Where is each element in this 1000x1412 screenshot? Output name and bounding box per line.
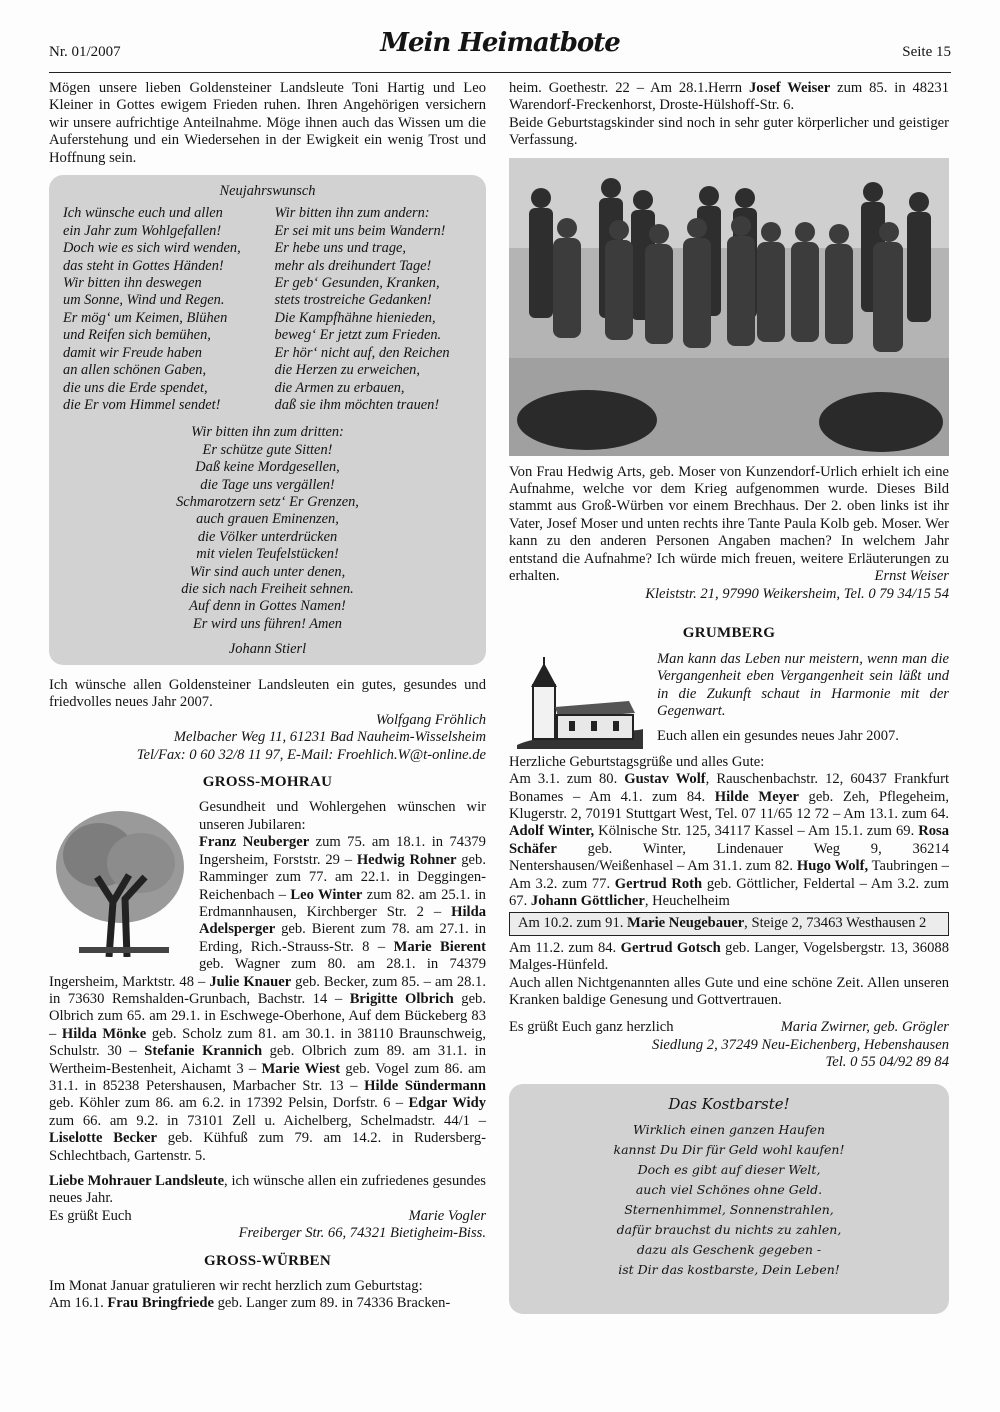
poem-line: Wir bitten ihn zum dritten: <box>191 424 344 441</box>
kostbarste-line: kannst Du Dir für Geld wohl kaufen! <box>613 1141 845 1157</box>
poem-line: die Herzen zu erweichen, <box>274 362 420 379</box>
poem-stanza-3 <box>63 424 472 633</box>
poem-line: die Tage uns vergällen! <box>200 476 335 493</box>
jubilee-details: Taubringen – Am 3.2. zum 77. <box>509 858 949 892</box>
kostbarste-box <box>509 1084 949 1314</box>
mohrau-address: Freiberger Str. 66, 74321 Bietigheim-Biss. <box>238 1225 486 1242</box>
poem-line: mit vielen Teufelstücken! <box>196 546 339 563</box>
box-post: , Steige 2, 73463 Westhausen 2 <box>744 915 927 932</box>
poem-box <box>49 175 486 665</box>
poem-line: ein Jahr zum Wohlgefallen! <box>63 222 222 239</box>
poem-line: daß sie ihm möchten trauen! <box>274 396 440 413</box>
jubilee-details: geb. Vogel zum 86. am 31.1. in 85238 Petershausen, Marbacher Str. 13 – <box>49 1060 486 1094</box>
mohrau-greeting-text: , ich wünsche allen ein zufriedenes gesundes neues Jahr. <box>49 1173 486 1207</box>
masthead-logo: Mein Heimatbote <box>380 28 620 58</box>
poem-line: beweg‘ Er jetzt zum Frieden. <box>274 327 442 344</box>
jubilee-name: Leo Winter <box>290 886 363 903</box>
grumberg-bye: Es grüßt Euch ganz herzlich <box>509 1019 674 1036</box>
jubilee-name: Hilda Adelsperger <box>199 903 486 938</box>
kostbarste-line: dazu als Geschenk gegeben - <box>636 1241 822 1257</box>
jubilee-details: , Rauschenbachstr. 12, 60437 Frankfurt Bonames – Am 4.1. zum 84. <box>509 771 949 805</box>
jubilee-name: Marie Wiest <box>261 1060 341 1077</box>
cont-pre: heim. Goethestr. 22 – Am 28.1.Herrn <box>509 80 749 96</box>
mohrau-greeting-bold: Liebe Mohrauer Landsleute <box>49 1173 225 1189</box>
poem-line: stets trostreiche Gedanken! <box>274 292 432 309</box>
left-column <box>49 80 486 1313</box>
wuerben-continued-2: Beide Geburtstagskinder sind noch in sehr guter körperlicher und geistiger Verfassung. <box>509 114 949 149</box>
jubilee-name: Julie Knauer <box>209 973 292 990</box>
poem-line: damit wir Freude haben <box>63 344 202 361</box>
poem-title: Neujahrswunsch <box>219 183 316 200</box>
mohrau-greeting <box>49 1173 486 1208</box>
jubilee-name: Hilda Mönke <box>61 1025 147 1042</box>
jubilee-details: geb. Wagner zum 80. am 28.1. in 74379 Ingersheim, Marktstr. 48 – <box>49 956 486 990</box>
jubilee-name: Hilde Sündermann <box>364 1077 487 1094</box>
mohrau-signature: Marie Vogler <box>408 1207 486 1224</box>
jubilee-details: geb. Scholz zum 81. am 30.1. in 38110 Braunschweig, Schulstr. 30 – <box>49 1025 486 1060</box>
after-pre: Am 11.2. zum 84. <box>509 939 621 956</box>
photo-signature: Ernst Weiser <box>874 568 949 585</box>
jubilee-name: Hedwig Rohner <box>356 851 457 868</box>
poem-line: die Völker unterdrücken <box>197 528 338 545</box>
poem-line: auch grauen Eminenzen, <box>196 511 339 528</box>
jubilee-name: Edgar Widy <box>408 1095 486 1112</box>
grumberg-farewell <box>509 1019 949 1036</box>
group-photo <box>509 158 949 456</box>
grumberg-wish: Euch allen ein gesundes neues Jahr 2007. <box>657 728 899 745</box>
poem-line: an allen schönen Gaben, <box>63 362 207 379</box>
poem-line: Wir bitten ihn deswegen <box>63 275 202 292</box>
poem-line: Die Kampfhähne hienieden, <box>274 309 436 326</box>
jubilee-name: Rosa Schäfer <box>509 823 949 857</box>
jubilee-name: Gustav Wolf <box>624 771 706 788</box>
kostbarste-line: Sternenhimmel, Sonnenstrahlen, <box>624 1201 834 1217</box>
poem-line: Er schütze gute Sitten! <box>202 441 333 458</box>
jubilee-name: Stefanie Krannich <box>144 1043 263 1060</box>
poem-line: Daß keine Mordgesellen, <box>195 459 340 476</box>
jubilee-name: Hugo Wolf, <box>796 858 869 875</box>
poem-line: die sich nach Freiheit sehnen. <box>181 580 354 597</box>
highlight-box <box>509 912 949 935</box>
poem-line: Er geb‘ Gesunden, Kranken, <box>274 275 440 292</box>
jubilee-name: Franz Neuberger <box>199 834 310 851</box>
wish-address: Melbacher Weg 11, 61231 Bad Nauheim-Wisselsheim <box>173 729 486 746</box>
poem-line: Er wird uns führen! Amen <box>193 615 342 632</box>
mohrau-intro: Gesundheit und Wohlergehen wünschen wir unseren Jubilaren: <box>199 799 486 833</box>
jubilee-name: Gertrud Roth <box>614 875 703 892</box>
wuerben-pre: Am 16.1. <box>49 1295 108 1312</box>
poem-line: das steht in Gottes Händen! <box>63 257 224 274</box>
jubilee-details: geb. Ramminger zum 77. am 22.1. in Deggingen-Reichenbach – <box>199 851 486 903</box>
after-name: Gertrud Gotsch <box>620 939 721 956</box>
wuerben-name: Frau Bringfriede <box>107 1295 214 1312</box>
kostbarste-title: Das Kostbarste! <box>668 1094 790 1113</box>
poem-line: Auf denn in Gottes Namen! <box>189 598 346 615</box>
grumberg-phone: Tel. 0 55 04/92 89 84 <box>825 1054 949 1071</box>
wish-text: Ich wünsche allen Goldensteiner Landsleuten ein gutes, gesundes und friedvolles neues Jahr 2007. <box>49 677 486 711</box>
wuerben-text: Im Monat Januar gratulieren wir recht herzlich zum Geburtstag: <box>49 1278 423 1295</box>
section-heading-gross-wuerben: GROSS-WÜRBEN <box>204 1252 331 1269</box>
poem-line: Ich wünsche euch und allen <box>63 205 223 222</box>
poem-line: Er sei mit uns beim Wandern! <box>274 222 446 239</box>
poem-line: um Sonne, Wind und Regen. <box>63 292 225 309</box>
jubilee-name: Adolf Winter, <box>509 823 595 840</box>
kostbarste-line: Doch es gibt auf dieser Welt, <box>637 1161 821 1177</box>
kostbarste-line: ist Dir das kostbarste, Dein Leben! <box>618 1261 840 1277</box>
kostbarste-line: auch viel Schönes ohne Geld. <box>635 1181 823 1197</box>
page-number: Seite 15 <box>902 44 951 60</box>
jubilee-details: geb. Olbrich zum 89. am 31.1. in Wertheim-Bestenheit, Aichamt 3 – <box>49 1043 487 1077</box>
kostbarste-line: dafür brauchst du nichts zu zahlen, <box>616 1221 842 1237</box>
jubilee-name: Hilde Meyer <box>714 788 799 805</box>
jubilee-details: geb. Kühfuß zum 79. am 14.2. in Rudersberg-Schlechtbach, Gartenstr. 5. <box>49 1130 486 1164</box>
right-column <box>509 80 949 1314</box>
jubilee-name: Marie Bierent <box>393 938 486 955</box>
jubilee-details: geb. Olbrich zum 65. am 29.1. in Eschwege-Oberhone, Auf dem Bückeberg 83 – <box>49 990 486 1042</box>
jubilee-details: geb. Köhler zum 86. am 6.2. in 17392 Pelsin, Dorfstr. 6 – <box>49 1095 409 1112</box>
jubilee-details: geb. Winter, Lindenauer Weg 9, 36214 Nentershausen/Weißenhasel – Am 31.1. zum 82. <box>509 840 949 875</box>
poem-stanza-1 <box>63 205 261 414</box>
photo-address: Kleiststr. 21, 97990 Weikersheim, Tel. 0 79 34/15 54 <box>645 585 949 602</box>
jubilee-details: geb. Zeh, Pflegeheim, Klugerstr. 2, 70191 Stuttgart West, Tel. 07 11/65 12 72 – Am 13.1. zum 64. <box>509 788 949 822</box>
wuerben-continued <box>509 80 949 115</box>
grumberg-birthday-list <box>509 771 949 910</box>
jubilee-details: geb. Göttlicher, Feldertal – Am 3.2. zum 67. <box>509 875 949 909</box>
box-name: Marie Neugebauer <box>627 915 745 932</box>
cont-name: Josef Weiser <box>749 80 831 96</box>
jubilee-details: Kölnische Str. 125, 34117 Kassel – Am 15.1. zum 69. <box>594 823 919 840</box>
wish-contact: Tel/Fax: 0 60 32/8 11 97, E-Mail: Froehlich.W@t-online.de <box>136 746 486 763</box>
grumberg-quote: Man kann das Leben nur meistern, wenn man die Vergangenheit eben Vergangenheit sein läßt und in die Zukunft schaut in Harmonie mit der Gegenwart. <box>657 650 949 719</box>
poem-line: Doch wie es sich wird wenden, <box>63 240 241 257</box>
box-pre: Am 10.2. zum 91. <box>518 915 628 932</box>
poem-line: Wir sind auch unter denen, <box>189 563 346 580</box>
condolence-text: Mögen unsere lieben Goldensteiner Landsleute Toni Hartig und Leo Kleiner in Gottes ewigem Frieden ruhen. Ihren Angehörigen versichern wir unsere aufrichtige Anteilnahme. Möge ihnen auch das Wissen um die Auferstehung und ein Wiedersehen in der Ewigkeit ein wenig Trost und Hoffnung sein. <box>49 80 486 166</box>
jubilee-name: Johann Göttlicher <box>530 892 645 909</box>
entry-prefix: Am 3.1. zum 80. <box>509 771 625 788</box>
after-post: geb. Langer, Vogelsbergstr. 13, 36088 Malges-Hünfeld. <box>509 939 949 974</box>
section-heading-gross-mohrau: GROSS-MOHRAU <box>202 774 333 791</box>
jubilee-name: Liselotte Becker <box>49 1130 158 1147</box>
tree-illustration <box>49 807 191 957</box>
poem-line: die uns die Erde spendet, <box>63 379 208 396</box>
wish-signature: Wolfgang Fröhlich <box>375 711 486 728</box>
poem-line: Er hebe uns und trage, <box>274 240 406 257</box>
grumberg-entry-after <box>509 940 949 975</box>
section-heading-grumberg: GRUMBERG <box>682 625 776 642</box>
page-header <box>49 28 951 73</box>
jubilee-details: , Heuchelheim <box>644 892 730 909</box>
poem-line: und Reifen sich bemühen, <box>63 327 211 344</box>
photo-description: Von Frau Hedwig Arts, geb. Moser von Kunzendorf-Urlich erhielt ich eine Aufnahme, welche vor dem Krieg aufgenommen wurde. Dieses Bild stammt aus Groß-Würben vor einem Brechhaus. Der 2. oben links ist ihr Vater, Josef Moser und unten rechts ihre Tante Paula Kolb geb. Moser. Wer kann zu den anderen Personen Angaben machen? In welchem Jahr entstand die Aufnahme? Ich würde mich freuen, weitere Erläuterungen zu erhalten. <box>509 463 949 585</box>
grumberg-greeting: Herzliche Geburtstagsgrüße und alles Gute: <box>509 753 765 770</box>
kostbarste-line: Wirklich einen ganzen Haufen <box>632 1121 826 1137</box>
mohrau-farewell <box>49 1208 486 1225</box>
poem-author: Johann Stierl <box>228 641 307 658</box>
jubilee-name: Brigitte Olbrich <box>349 990 454 1007</box>
issue-number: Nr. 01/2007 <box>49 44 121 60</box>
jubilee-details: zum 75. am 18.1. in 74379 Ingersheim, Forststr. 29 – <box>199 834 486 868</box>
church-illustration <box>509 657 647 749</box>
grumberg-address: Siedlung 2, 37249 Neu-Eichenberg, Hebenshausen <box>652 1036 949 1053</box>
jubilee-details: zum 66. am 9.2. in 73101 Zell u. Aichelberg, Schelmadstr. 44/1 – <box>49 1112 486 1129</box>
mohrau-bye: Es grüßt Euch <box>49 1207 132 1224</box>
cont-post: zum 85. in 48231 Warendorf-Freckenhorst, Droste-Hülshoff-Str. 6. <box>509 80 949 114</box>
wuerben-post: geb. Langer zum 89. in 74336 Bracken- <box>213 1295 451 1312</box>
grumberg-closing: Auch allen Nichtgenannten alles Gute und eine schöne Zeit. Allen unseren Kranken baldige Genesung und Gottvertrauen. <box>509 974 949 1008</box>
grumberg-signature: Maria Zwirner, geb. Grögler <box>780 1019 949 1036</box>
poem-line: Wir bitten ihn zum andern: <box>274 205 430 222</box>
poem-line: Er hör‘ nicht auf, den Reichen <box>274 344 450 361</box>
jubilee-details: geb. Bierent zum 78. am 27.1. in Erding, Rich.-Strauss-Str. 8 – <box>199 921 486 955</box>
poem-line: die Armen zu erbauen, <box>274 379 405 396</box>
jubilee-details: geb. Becker, zum 85. – am 28.1. in 73630 Remshalden-Grunbach, Bachstr. 14 – <box>49 973 487 1007</box>
poem-line: Schmarotzern setz‘ Er Grenzen, <box>176 493 359 510</box>
jubilee-details: zum 82. am 25.1. in Erdmannhausen, Kirchberger Str. 2 – <box>199 886 486 920</box>
poem-line: Er mög‘ um Keimen, Blühen <box>63 309 228 326</box>
kostbarste-verse <box>519 1120 939 1280</box>
poem-stanza-2 <box>275 205 473 414</box>
wuerben-entry <box>49 1295 486 1312</box>
poem-line: mehr als dreihundert Tage! <box>274 257 432 274</box>
poem-line: die Er vom Himmel sendet! <box>63 396 221 413</box>
